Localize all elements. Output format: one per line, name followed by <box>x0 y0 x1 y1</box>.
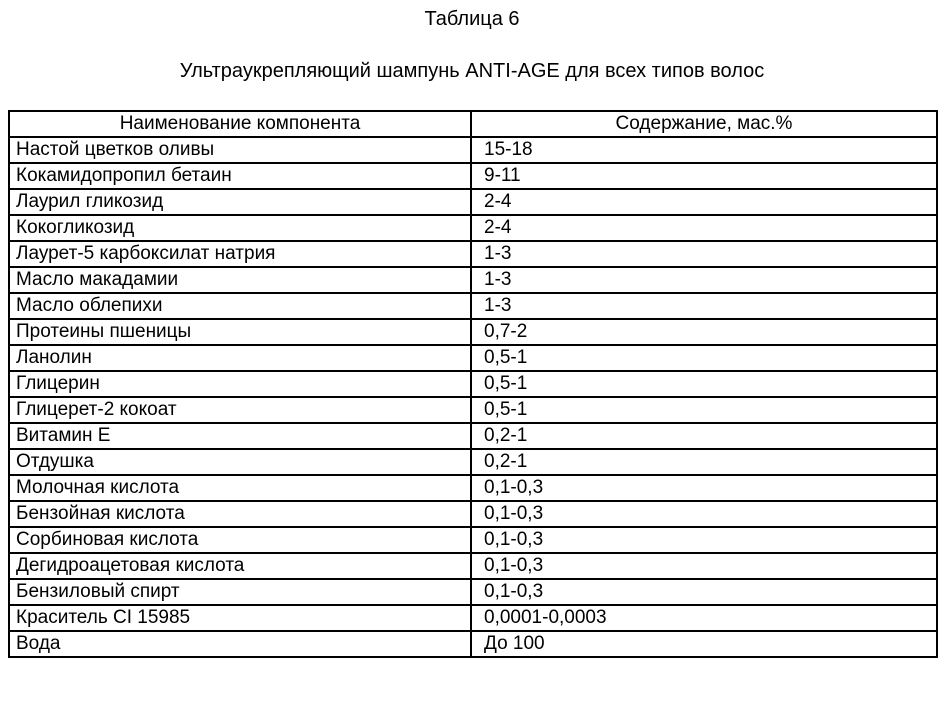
table-row <box>9 241 937 267</box>
table-row <box>9 163 937 189</box>
content-value-cell: 0,5-1 <box>471 397 937 423</box>
content-value-cell: 0,1-0,3 <box>471 527 937 553</box>
table-row <box>9 475 937 501</box>
table-row <box>9 345 937 371</box>
table-row <box>9 449 937 475</box>
table-row <box>9 371 937 397</box>
table-row <box>9 631 937 657</box>
component-name-cell: Вода <box>9 631 471 657</box>
component-name-cell: Протеины пшеницы <box>9 319 471 345</box>
table-row <box>9 293 937 319</box>
component-name-cell: Сорбиновая кислота <box>9 527 471 553</box>
component-name-cell: Дегидроацетовая кислота <box>9 553 471 579</box>
component-name-cell: Масло макадамии <box>9 267 471 293</box>
table-body <box>9 137 937 657</box>
column-header-component: Наименование компонента <box>9 111 471 137</box>
component-name-cell: Бензойная кислота <box>9 501 471 527</box>
content-value-cell: 15-18 <box>471 137 937 163</box>
content-value-cell: 0,2-1 <box>471 449 937 475</box>
table-row <box>9 397 937 423</box>
content-value-cell: 1-3 <box>471 267 937 293</box>
component-name-cell: Ланолин <box>9 345 471 371</box>
content-value-cell: До 100 <box>471 631 937 657</box>
component-name-cell: Молочная кислота <box>9 475 471 501</box>
table-row <box>9 553 937 579</box>
table-row <box>9 423 937 449</box>
column-header-content: Содержание, мас.% <box>471 111 937 137</box>
table-row <box>9 579 937 605</box>
table-row <box>9 501 937 527</box>
content-value-cell: 0,7-2 <box>471 319 937 345</box>
table-row <box>9 267 937 293</box>
table-row <box>9 605 937 631</box>
component-name-cell: Кокогликозид <box>9 215 471 241</box>
content-value-cell: 1-3 <box>471 241 937 267</box>
content-value-cell: 0,1-0,3 <box>471 501 937 527</box>
table-row <box>9 215 937 241</box>
table-caption: Ультраукрепляющий шампунь ANTI-AGE для всех типов волос <box>179 60 765 82</box>
component-name-cell: Глицерин <box>9 371 471 397</box>
component-name-cell: Глицерет-2 кокоат <box>9 397 471 423</box>
table-header-row <box>9 111 937 137</box>
component-name-cell: Бензиловый спирт <box>9 579 471 605</box>
content-value-cell: 9-11 <box>471 163 937 189</box>
table-label: Таблица 6 <box>424 8 520 30</box>
table-row <box>9 137 937 163</box>
table-row <box>9 319 937 345</box>
component-name-cell: Отдушка <box>9 449 471 475</box>
content-value-cell: 0,1-0,3 <box>471 475 937 501</box>
component-name-cell: Лаурет-5 карбоксилат натрия <box>9 241 471 267</box>
content-value-cell: 0,1-0,3 <box>471 553 937 579</box>
content-value-cell: 0,5-1 <box>471 345 937 371</box>
component-name-cell: Кокамидопропил бетаин <box>9 163 471 189</box>
table-row <box>9 189 937 215</box>
content-value-cell: 0,0001-0,0003 <box>471 605 937 631</box>
component-name-cell: Краситель CI 15985 <box>9 605 471 631</box>
component-name-cell: Настой цветков оливы <box>9 137 471 163</box>
component-name-cell: Витамин Е <box>9 423 471 449</box>
content-value-cell: 0,5-1 <box>471 371 937 397</box>
composition-table <box>8 110 938 658</box>
content-value-cell: 0,1-0,3 <box>471 579 937 605</box>
content-value-cell: 2-4 <box>471 215 937 241</box>
table-row <box>9 527 937 553</box>
content-value-cell: 1-3 <box>471 293 937 319</box>
component-name-cell: Лаурил гликозид <box>9 189 471 215</box>
content-value-cell: 0,2-1 <box>471 423 937 449</box>
content-value-cell: 2-4 <box>471 189 937 215</box>
component-name-cell: Масло облепихи <box>9 293 471 319</box>
